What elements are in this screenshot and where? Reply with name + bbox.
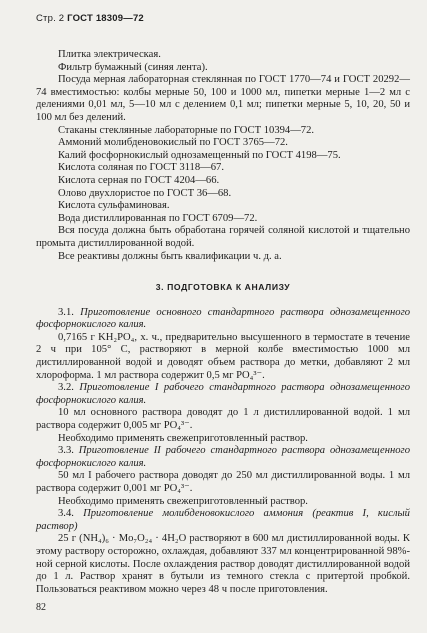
subsection-body: 0,7165 г KH₂PO₄, х. ч., предварительно высушенного в термостате в течение 2 ч при 105° С, растворяют в мерной колбе вместимостью 1000 мл дистиллированной водой и доводят объем раствора до метки, добавляют 2 мл хлороформа. 1 мл раствора содержит 0,5 мг PO₄³⁻. [36, 331, 410, 381]
subsection-title: Приготовление основного стандартного раствора однозамещенного фосфорнокислого калия. [36, 306, 410, 331]
subsection-note: Необходимо применять свежеприготовленный раствор. [58, 495, 308, 507]
subsection-body: 10 мл основного раствора доводят до 1 л дистиллированной водой. 1 мл раствора содержит 0,005 мг PO₄³⁻. [36, 407, 410, 432]
page-label: Стр. 2 [36, 13, 65, 24]
material-note: Вся посуда должна быть обработана горячей соляной кислотой и тщательно промыта дистиллированной водой. [36, 225, 410, 249]
material-item: Посуда мерная лабораторная стеклянная по ГОСТ 1770—74 и ГОСТ 20292—74 вместимостью: колбы мерные 50, 100 и 1000 мл, пипетки мерные 1—2 мл с делениями 0,01 мл, 5—10 мл с делением 0,1 мл; пипетки мерные 5, 10, 20, 50 и 100 мл без делений. [36, 74, 410, 123]
material-item: Кислота соляная по ГОСТ 3118—67. [58, 162, 224, 174]
standard-number: ГОСТ 18309—72 [67, 13, 144, 24]
material-item: Калий фосфорнокислый однозамещенный по ГОСТ 4198—75. [58, 149, 341, 161]
subsection-number: 3.3. [58, 445, 74, 457]
page-header [36, 13, 144, 24]
subsection-number: 3.2. [58, 382, 74, 394]
material-item: Плитка электрическая. [58, 49, 161, 60]
subsection-title: Приготовление молибденовокислого аммония (реактив I, кислый раствор) [36, 508, 410, 532]
subsection-number: 3.4. [58, 508, 74, 520]
page-number: 82 [36, 602, 46, 613]
material-item: Олово двухлористое по ГОСТ 36—68. [58, 187, 232, 199]
material-item: Кислота серная по ГОСТ 4204—66. [58, 174, 220, 186]
material-item: Вода дистиллированная по ГОСТ 6709—72. [58, 212, 258, 224]
material-item: Фильтр бумажный (синяя лента). [58, 61, 208, 73]
material-item: Кислота сульфаминовая. [58, 200, 170, 212]
subsection-title: Приготовление II рабочего стандартного раствора однозамещенного фосфорнокислого калия. [36, 445, 410, 469]
subsection-heading [36, 307, 410, 332]
material-note: Все реактивы должны быть квалификации ч. д. а. [58, 250, 282, 262]
page-content [36, 49, 410, 596]
subsection-number: 3.1. [58, 306, 74, 318]
subsection-note: Необходимо применять свежеприготовленный раствор. [58, 432, 308, 444]
subsection-title: Приготовление I рабочего стандартного раствора однозамещенного фосфорнокислого калия. [36, 382, 410, 406]
subsection-body: 50 мл I рабочего раствора доводят до 250 мл дистиллированной воды. 1 мл раствора содержит 0,001 мг PO₄³⁻. [36, 470, 410, 494]
subsection-heading [36, 445, 410, 470]
subsection-heading [36, 508, 410, 533]
subsection-body: 25 г (NH₄)₆ · Mo₇O₂₄ · 4H₂O растворяют в 600 мл дистиллированной воды. К этому раствору осторожно, охлаждая, добавляют 337 мл концентрированной 98%-ной серной кислоты. После охлаждения раствор доводят дистиллированной водой до 1 л. Раствор хранят в бутыли из темного стекла с притертой пробкой. Пользоваться реактивом можно через 48 ч после приготовления. [36, 533, 410, 595]
section-title: 3. ПОДГОТОВКА К АНАЛИЗУ [155, 282, 291, 293]
subsection-heading [36, 382, 410, 407]
material-item: Аммоний молибденовокислый по ГОСТ 3765—72. [58, 137, 288, 149]
material-item: Стаканы стеклянные лабораторные по ГОСТ 10394—72. [58, 124, 315, 136]
